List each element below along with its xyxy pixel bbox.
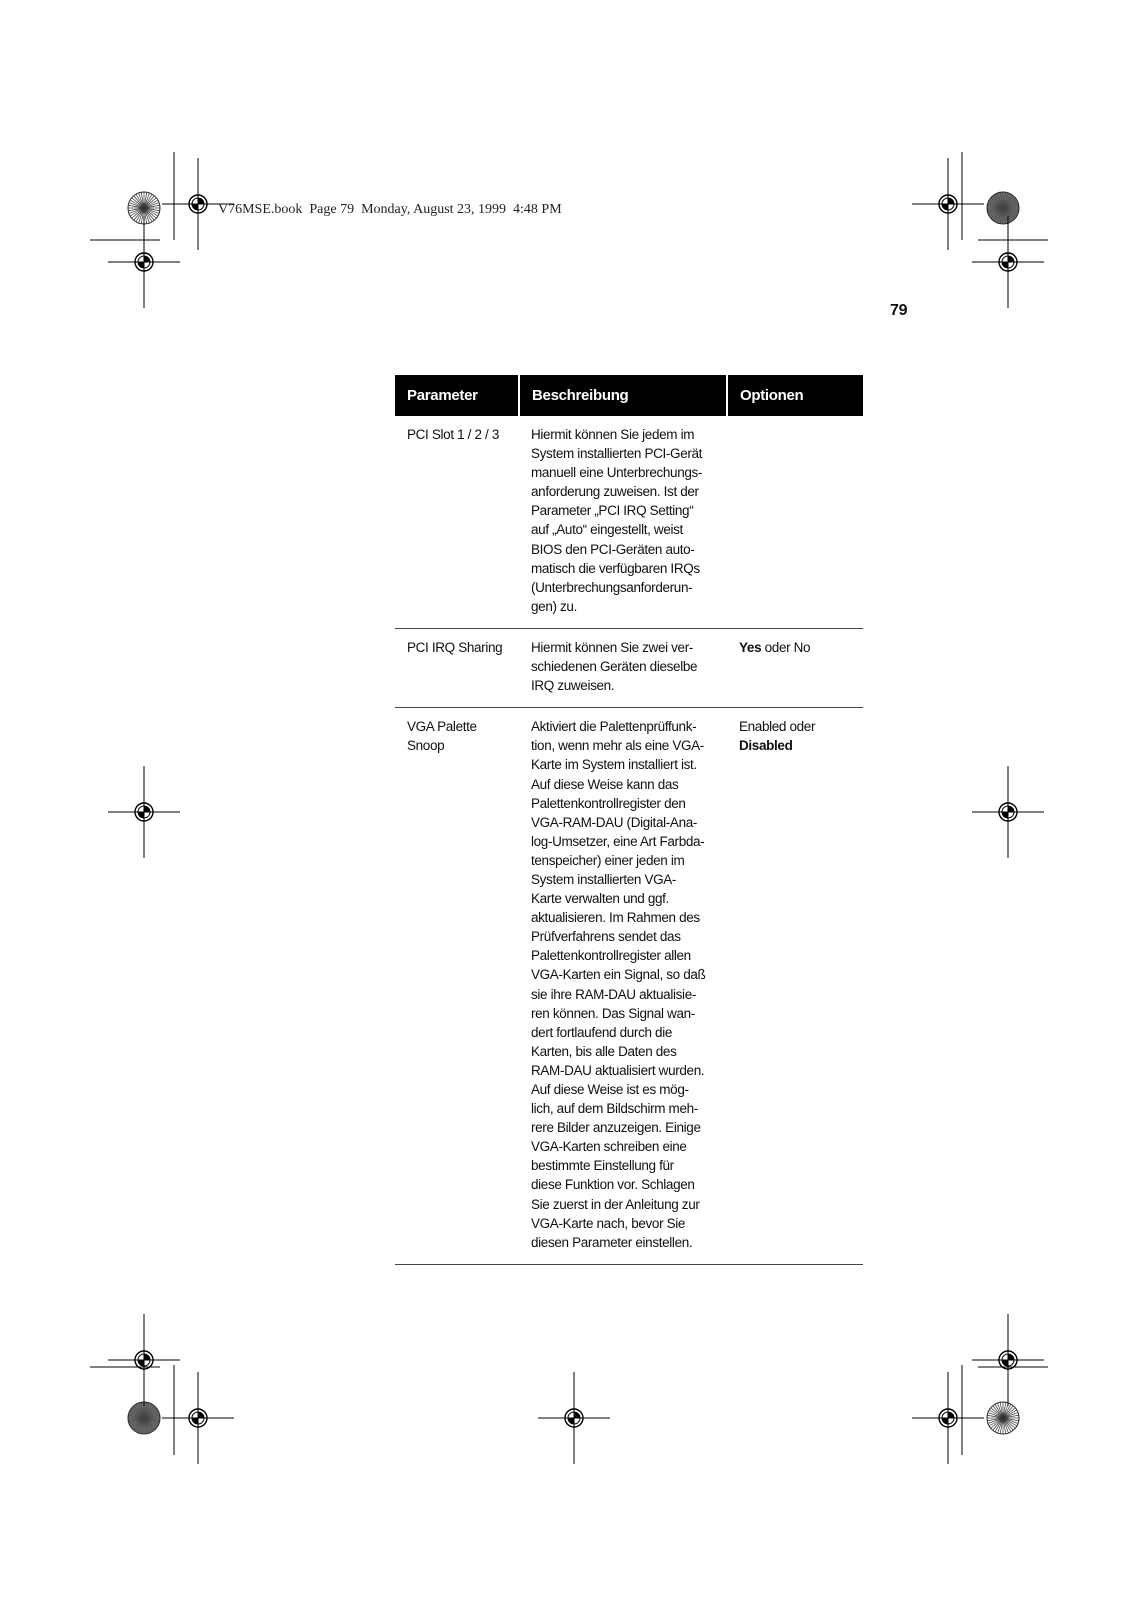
registration-target xyxy=(538,1372,610,1464)
parameter-cell xyxy=(395,628,519,707)
description-line: Auf diese Weise ist es mög- xyxy=(531,1082,689,1097)
description-line: Parameter „PCI IRQ Setting“ xyxy=(531,503,694,519)
registration-target xyxy=(912,158,984,250)
description-line: dert fortlaufend durch die xyxy=(531,1024,672,1040)
print-slug-header: V76MSE.book Page 79 Monday, August 23, 1999 4:48 PM xyxy=(218,202,562,217)
description-line: manuell eine Unterbrechungs- xyxy=(531,465,703,481)
description-line: RAM-DAU aktualisiert wurden. xyxy=(531,1062,705,1078)
column-header-optionen: Optionen xyxy=(727,375,863,416)
description-line: VGA-Karten schreiben eine xyxy=(531,1139,687,1155)
description-cell xyxy=(519,708,727,1265)
options-cell xyxy=(727,628,863,707)
description-cell xyxy=(519,416,727,628)
description-line: VGA-Karten ein Signal, so daß xyxy=(531,967,706,983)
description-line: diese Funktion vor. Schlagen xyxy=(531,1177,695,1193)
description-line: bestimmte Einstellung für xyxy=(531,1158,674,1174)
description-line: (Unterbrechungsanforderun- xyxy=(531,579,693,595)
registration-target xyxy=(162,1372,234,1464)
description-line: Karte verwalten und ggf. xyxy=(531,891,669,907)
description-line: tenspeicher) einer jeden im xyxy=(531,852,685,868)
bios-parameter-table xyxy=(395,375,863,1265)
description-line: Sie zuerst in der Anleitung zur xyxy=(531,1196,700,1212)
option-default-disabled: Disabled xyxy=(739,738,793,754)
description-line: schiedenen Geräten dieselbe xyxy=(531,659,698,675)
option-joiner: oder xyxy=(761,639,794,655)
option-no: No xyxy=(793,639,811,655)
registration-target xyxy=(972,1314,1044,1406)
gray-balance-patch xyxy=(987,192,1019,224)
description-line: anforderung zuweisen. Ist der xyxy=(531,484,699,500)
description-line: Prüfverfahrens sendet das xyxy=(531,929,681,945)
option-enabled: Enabled oder xyxy=(739,719,816,735)
description-line: Hiermit können Sie jedem im xyxy=(531,427,695,442)
description-line: System installierten VGA- xyxy=(531,871,677,887)
parameter-name: PCI IRQ Sharing xyxy=(407,639,503,655)
description-line: BIOS den PCI-Geräten auto- xyxy=(531,541,695,557)
table-row xyxy=(395,628,863,707)
page-number: 79 xyxy=(890,302,908,319)
table-row xyxy=(395,708,863,1265)
options-cell xyxy=(727,708,863,1265)
parameter-cell xyxy=(395,708,519,1265)
description-line: sie ihre RAM-DAU aktualisie- xyxy=(531,986,696,1002)
parameter-name: PCI Slot 1 / 2 / 3 xyxy=(407,427,499,442)
registration-target xyxy=(108,216,180,308)
gray-balance-patch xyxy=(128,1402,160,1434)
registration-target xyxy=(108,766,180,858)
registration-target xyxy=(972,216,1044,308)
table-row xyxy=(395,416,863,628)
description-line: matisch die verfügbaren IRQs xyxy=(531,560,700,576)
starburst-mark xyxy=(987,1402,1019,1434)
description-line: IRQ zuweisen. xyxy=(531,678,615,694)
parameter-cell xyxy=(395,416,519,628)
description-line: auf „Auto“ eingestellt, weist xyxy=(531,522,683,538)
description-line: Palettenkontrollregister den xyxy=(531,795,686,811)
description-line: VGA-Karte nach, bevor Sie xyxy=(531,1215,686,1231)
description-line: Palettenkontrollregister allen xyxy=(531,948,691,964)
column-header-parameter: Parameter xyxy=(395,375,519,416)
parameter-name-line: Snoop xyxy=(407,738,445,754)
parameter-name-line: VGA Palette xyxy=(407,719,477,735)
description-line: Auf diese Weise kann das xyxy=(531,776,679,792)
description-line: aktualisieren. Im Rahmen des xyxy=(531,910,700,926)
registration-target xyxy=(912,1372,984,1464)
column-header-beschreibung: Beschreibung xyxy=(519,375,727,416)
description-line: System installierten PCI-Gerät xyxy=(531,446,703,462)
description-line: tion, wenn mehr als eine VGA- xyxy=(531,738,704,754)
description-line: Aktiviert die Palettenprüffunk- xyxy=(531,719,697,735)
description-line: lich, auf dem Bildschirm meh- xyxy=(531,1101,698,1117)
description-line: diesen Parameter einstellen. xyxy=(531,1234,693,1250)
registration-target xyxy=(108,1314,180,1406)
description-line: gen) zu. xyxy=(531,598,577,614)
description-cell xyxy=(519,628,727,707)
description-line: rere Bilder anzuzeigen. Einige xyxy=(531,1120,701,1136)
options-cell xyxy=(727,416,863,628)
description-line: Hiermit können Sie zwei ver- xyxy=(531,639,694,655)
description-line: log-Umsetzer, eine Art Farbda- xyxy=(531,833,705,849)
description-line: ren können. Das Signal wan- xyxy=(531,1005,695,1021)
option-default-yes: Yes xyxy=(739,639,762,655)
registration-target xyxy=(972,766,1044,858)
description-line: VGA-RAM-DAU (Digital-Ana- xyxy=(531,814,698,830)
description-line: Karten, bis alle Daten des xyxy=(531,1043,677,1059)
description-line: Karte im System installiert ist. xyxy=(531,757,697,773)
table-header-row xyxy=(395,375,863,416)
